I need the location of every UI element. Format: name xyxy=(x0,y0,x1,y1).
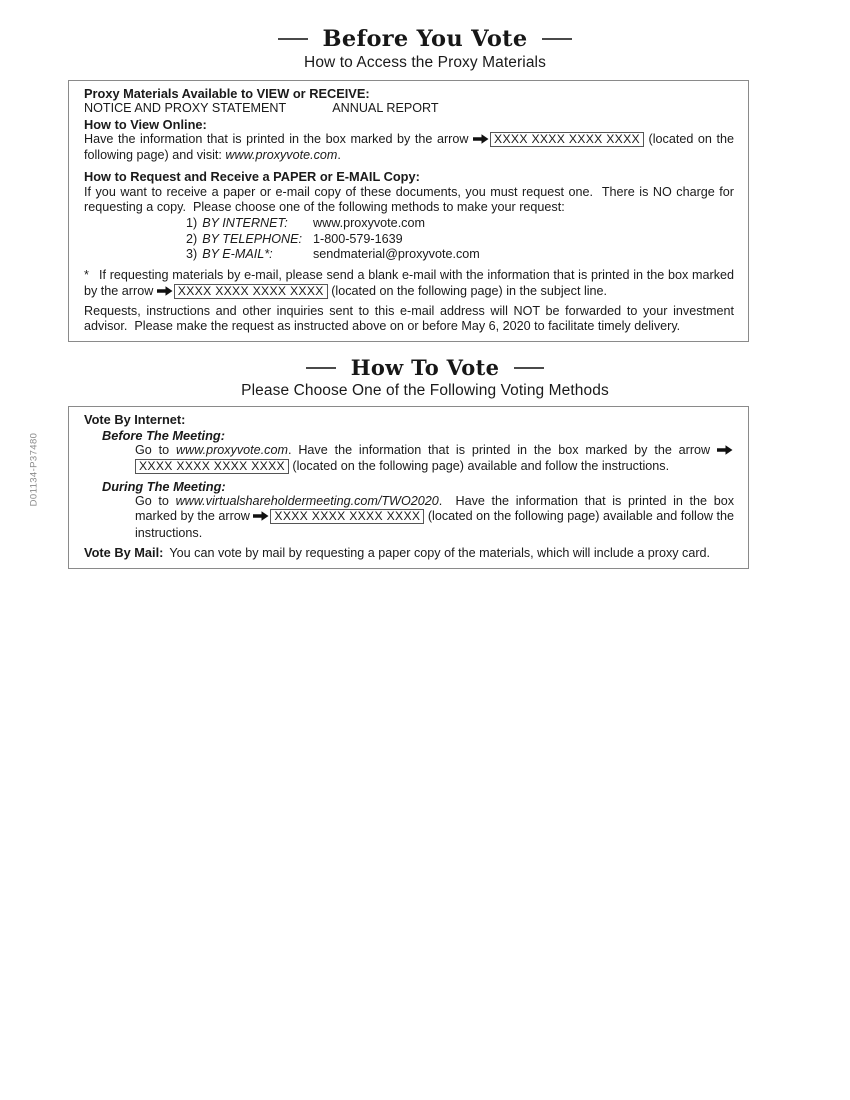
vote-by-mail-line xyxy=(84,545,734,561)
request-methods-list xyxy=(186,216,734,262)
proxyvote-url: www.proxyvote.com xyxy=(176,443,288,458)
method-row-telephone xyxy=(186,232,734,247)
method-label-cell xyxy=(186,247,313,262)
method-label: BY TELEPHONE: xyxy=(202,231,303,246)
request-copy-paragraph: If you want to receive a paper or e-mail copy of these documents, you must request one. There is NO charge for requesting a copy. Please choose one of the following methods to make your request: xyxy=(84,184,734,215)
before-meeting-heading: Before The Meeting: xyxy=(102,427,226,443)
view-online-paragraph xyxy=(84,132,734,164)
method-row-email xyxy=(186,247,734,262)
before-you-vote-header xyxy=(0,0,850,72)
arrow-right-icon xyxy=(253,510,269,525)
method-row-internet xyxy=(186,216,734,231)
title-rule-left xyxy=(306,367,336,369)
during-para-mid: . Have the information that is printed in the box marked by the arrow xyxy=(135,493,734,524)
annual-report-label: ANNUAL REPORT xyxy=(332,101,439,116)
voting-methods-box xyxy=(68,406,749,569)
materials-list-line xyxy=(84,101,734,116)
document-code: D01134-P37480 xyxy=(28,432,40,507)
requests-disclaimer-paragraph: Requests, instructions and other inquiries sent to this e-mail address will NOT be forwarded to your investment advisor. Please make the request as instructed above on or before May 6, 2020 to facilitate timely delivery. xyxy=(84,303,734,334)
view-para-post: . xyxy=(337,148,341,163)
title-rule-right xyxy=(514,367,544,369)
control-number-box: XXXX XXXX XXXX XXXX xyxy=(174,284,328,299)
during-para-post: (located on the following page) available and follow the instructions. xyxy=(135,509,734,540)
footnote-pre: If requesting materials by e-mail, please send a blank e-mail with the information that is printed in the box marked by the arrow xyxy=(84,268,734,298)
access-materials-subtitle: How to Access the Proxy Materials xyxy=(304,54,546,71)
email-footnote-paragraph xyxy=(84,268,734,300)
control-number-box: XXXX XXXX XXXX XXXX xyxy=(490,132,644,147)
vote-by-mail-text: You can vote by mail by requesting a paper copy of the materials, which will include a proxy card. xyxy=(169,545,711,560)
during-meeting-paragraph xyxy=(135,494,734,541)
page-title: Before You Vote xyxy=(322,26,528,52)
arrow-right-icon xyxy=(717,444,733,459)
title-rule-right xyxy=(542,38,572,40)
method-value: sendmaterial@proxyvote.com xyxy=(313,246,480,261)
arrow-right-icon xyxy=(473,133,489,148)
during-meeting-heading: During The Meeting: xyxy=(102,478,226,494)
control-number-box: XXXX XXXX XXXX XXXX xyxy=(270,509,424,524)
how-to-vote-title-row xyxy=(0,355,850,380)
title-rule-left xyxy=(278,38,308,40)
footnote-star: * xyxy=(84,268,89,283)
arrow-right-icon xyxy=(157,285,173,300)
during-para-pre: Go to xyxy=(135,493,176,508)
method-label-cell xyxy=(186,232,313,247)
before-para-pre: Go to xyxy=(135,443,176,458)
view-para-pre: Have the information that is printed in the box marked by the arrow xyxy=(84,131,474,146)
how-to-view-online-heading: How to View Online: xyxy=(84,116,207,132)
materials-available-heading: Proxy Materials Available to VIEW or RECEIVE: xyxy=(84,86,370,101)
method-label: BY E-MAIL*: xyxy=(202,246,273,261)
method-label-cell xyxy=(186,216,313,231)
voting-methods-subtitle: Please Choose One of the Following Voting Methods xyxy=(241,382,609,400)
before-meeting-paragraph xyxy=(135,443,734,475)
method-value: 1-800-579-1639 xyxy=(313,231,403,246)
method-label: BY INTERNET: xyxy=(202,216,288,231)
before-you-vote-title-row xyxy=(0,26,850,52)
vote-by-internet-heading: Vote By Internet: xyxy=(84,412,186,428)
method-number: 1) xyxy=(186,216,198,231)
footnote-post: (located on the following page) in the subject line. xyxy=(327,283,608,298)
method-number: 2) xyxy=(186,231,198,246)
method-value: www.proxyvote.com xyxy=(313,216,425,231)
how-to-vote-header xyxy=(0,355,850,400)
vote-by-mail-heading: Vote By Mail: xyxy=(84,544,164,560)
access-materials-box xyxy=(68,80,749,342)
how-to-vote-title: How To Vote xyxy=(350,355,500,381)
control-number-box: XXXX XXXX XXXX XXXX xyxy=(135,459,289,474)
virtual-meeting-url: www.virtualshareholdermeeting.com/TWO2020 xyxy=(175,493,439,508)
notice-and-proxy-statement-label: NOTICE AND PROXY STATEMENT xyxy=(84,101,287,116)
view-para-mid: (located on the following page) and visit: xyxy=(84,131,734,163)
method-number: 3) xyxy=(186,246,198,261)
request-copy-heading: How to Request and Receive a PAPER or E-MAIL Copy: xyxy=(84,169,420,185)
proxyvote-url: www.proxyvote.com xyxy=(225,148,338,163)
before-para-post: (located on the following page) available and follow the instructions. xyxy=(288,459,670,474)
before-para-mid: . Have the information that is printed in the box marked by the arrow xyxy=(287,443,717,458)
